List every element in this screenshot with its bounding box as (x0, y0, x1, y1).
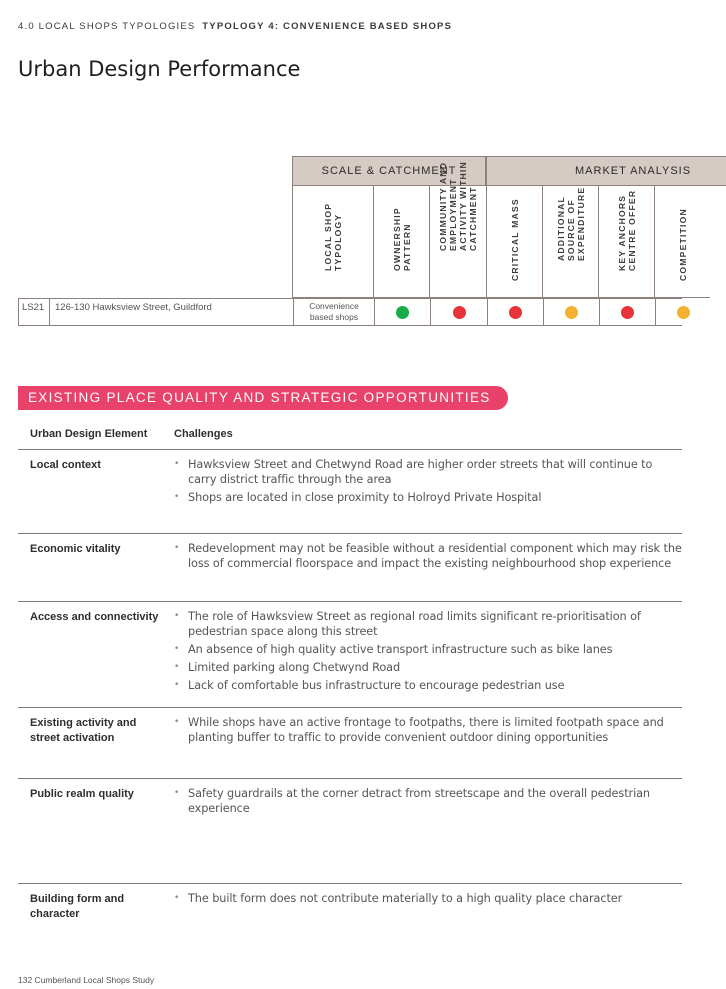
rating-dot (621, 306, 634, 319)
challenge-list (174, 609, 682, 696)
rating-dot (677, 306, 690, 319)
rating-cell (374, 299, 430, 325)
column-competition (654, 186, 710, 298)
urban-design-element: Existing activity and street activation (30, 717, 137, 744)
shop-id: LS21 (22, 302, 45, 313)
challenge-list (174, 715, 682, 748)
column-label: CRITICAL MASS (509, 198, 520, 281)
urban-design-row (18, 707, 682, 744)
challenge-item: • Shops are located in close proximity to Holroyd Private Hospital (174, 490, 682, 505)
challenge-item: • The built form does not contribute materially to a high quality place character (174, 891, 682, 906)
urban-design-element: Access and connectivity (30, 611, 159, 623)
typology-title: TYPOLOGY 4: CONVENIENCE BASED SHOPS (202, 21, 453, 32)
rating-cell (543, 299, 599, 325)
challenge-item: • The role of Hawksview Street as regional road limits significant re-prioritisation of pedestrian space along this street (174, 609, 682, 639)
column-ownership-pattern (373, 186, 429, 298)
group-scale-catchment: SCALE & CATCHMENT (292, 156, 486, 186)
challenge-item: • While shops have an active frontage to footpaths, there is limited footpath space and planting buffer to traffic to provide convenient outdoor dining opportunities (174, 715, 682, 745)
table-row (18, 298, 682, 326)
challenge-item: • Safety guardrails at the corner detract from streetscape and the overall pedestrian experience (174, 786, 682, 816)
column-key-anchors (598, 186, 654, 298)
urban-design-row (18, 883, 682, 920)
challenge-item: • Redevelopment may not be feasible without a residential component which may risk the loss of commercial floorspace and impact the existing neighbourhood shop experience (174, 541, 682, 571)
urban-design-row (18, 778, 682, 815)
challenge-item: • Lack of comfortable bus infrastructure to encourage pedestrian use (174, 678, 682, 693)
rating-cell (430, 299, 487, 325)
section-number: 4.0 LOCAL SHOPS TYPOLOGIES (18, 21, 196, 32)
section-header (18, 21, 452, 32)
shop-address: 126-130 Hawksview Street, Guildford (49, 299, 293, 325)
column-additional-expenditure (542, 186, 598, 298)
page-footer: 132 Cumberland Local Shops Study (18, 975, 155, 985)
urban-design-element: Building form and character (30, 893, 125, 920)
urban-design-row (18, 533, 682, 570)
shop-typology: Convenience based shops (293, 299, 374, 325)
challenge-list (174, 541, 682, 574)
column-header-element: Urban Design Element (30, 428, 148, 440)
challenge-item: • An absence of high quality active transport infrastructure such as bike lanes (174, 642, 682, 657)
challenge-list (174, 891, 682, 909)
challenge-item: • Limited parking along Chetwynd Road (174, 660, 682, 675)
rating-cell (599, 299, 655, 325)
rating-cell (487, 299, 543, 325)
column-label: KEY ANCHORS CENTRE OFFER (616, 189, 637, 271)
challenge-item: • Hawksview Street and Chetwynd Road are higher order streets that will continue to carry district traffic through the area (174, 457, 682, 487)
urban-design-element: Local context (30, 459, 101, 471)
column-label: ADDITIONAL SOURCE OF EXPENDITURE (555, 186, 586, 261)
assessment-table (0, 156, 692, 328)
rating-dot (453, 306, 466, 319)
column-community-employment (429, 161, 486, 298)
urban-design-element: Economic vitality (30, 543, 121, 555)
urban-design-element: Public realm quality (30, 788, 134, 800)
column-label: COMPETITION (677, 208, 688, 281)
column-label: COMMUNITY AND EMPLOYMENT ACTIVITY WITHIN CATCHMENT (438, 161, 478, 251)
rating-cell (655, 299, 711, 325)
column-label: OWNERSHIP PATTERN (391, 207, 412, 271)
column-critical-mass (486, 186, 542, 298)
challenge-list (174, 786, 682, 819)
urban-design-row (18, 449, 682, 504)
rating-dot (396, 306, 409, 319)
challenge-list (174, 457, 682, 508)
section-banner: EXISTING PLACE QUALITY AND STRATEGIC OPPORTUNITIES (18, 386, 508, 410)
rating-dot (509, 306, 522, 319)
column-label: LOCAL SHOP TYPOLOGY (323, 202, 343, 271)
rating-dot (565, 306, 578, 319)
column-header-challenges: Challenges (174, 428, 233, 440)
urban-design-row (18, 601, 682, 692)
page-title: Urban Design Performance (18, 57, 301, 81)
column-local-shop-typology (292, 186, 373, 298)
group-market-analysis: MARKET ANALYSIS (486, 156, 726, 186)
